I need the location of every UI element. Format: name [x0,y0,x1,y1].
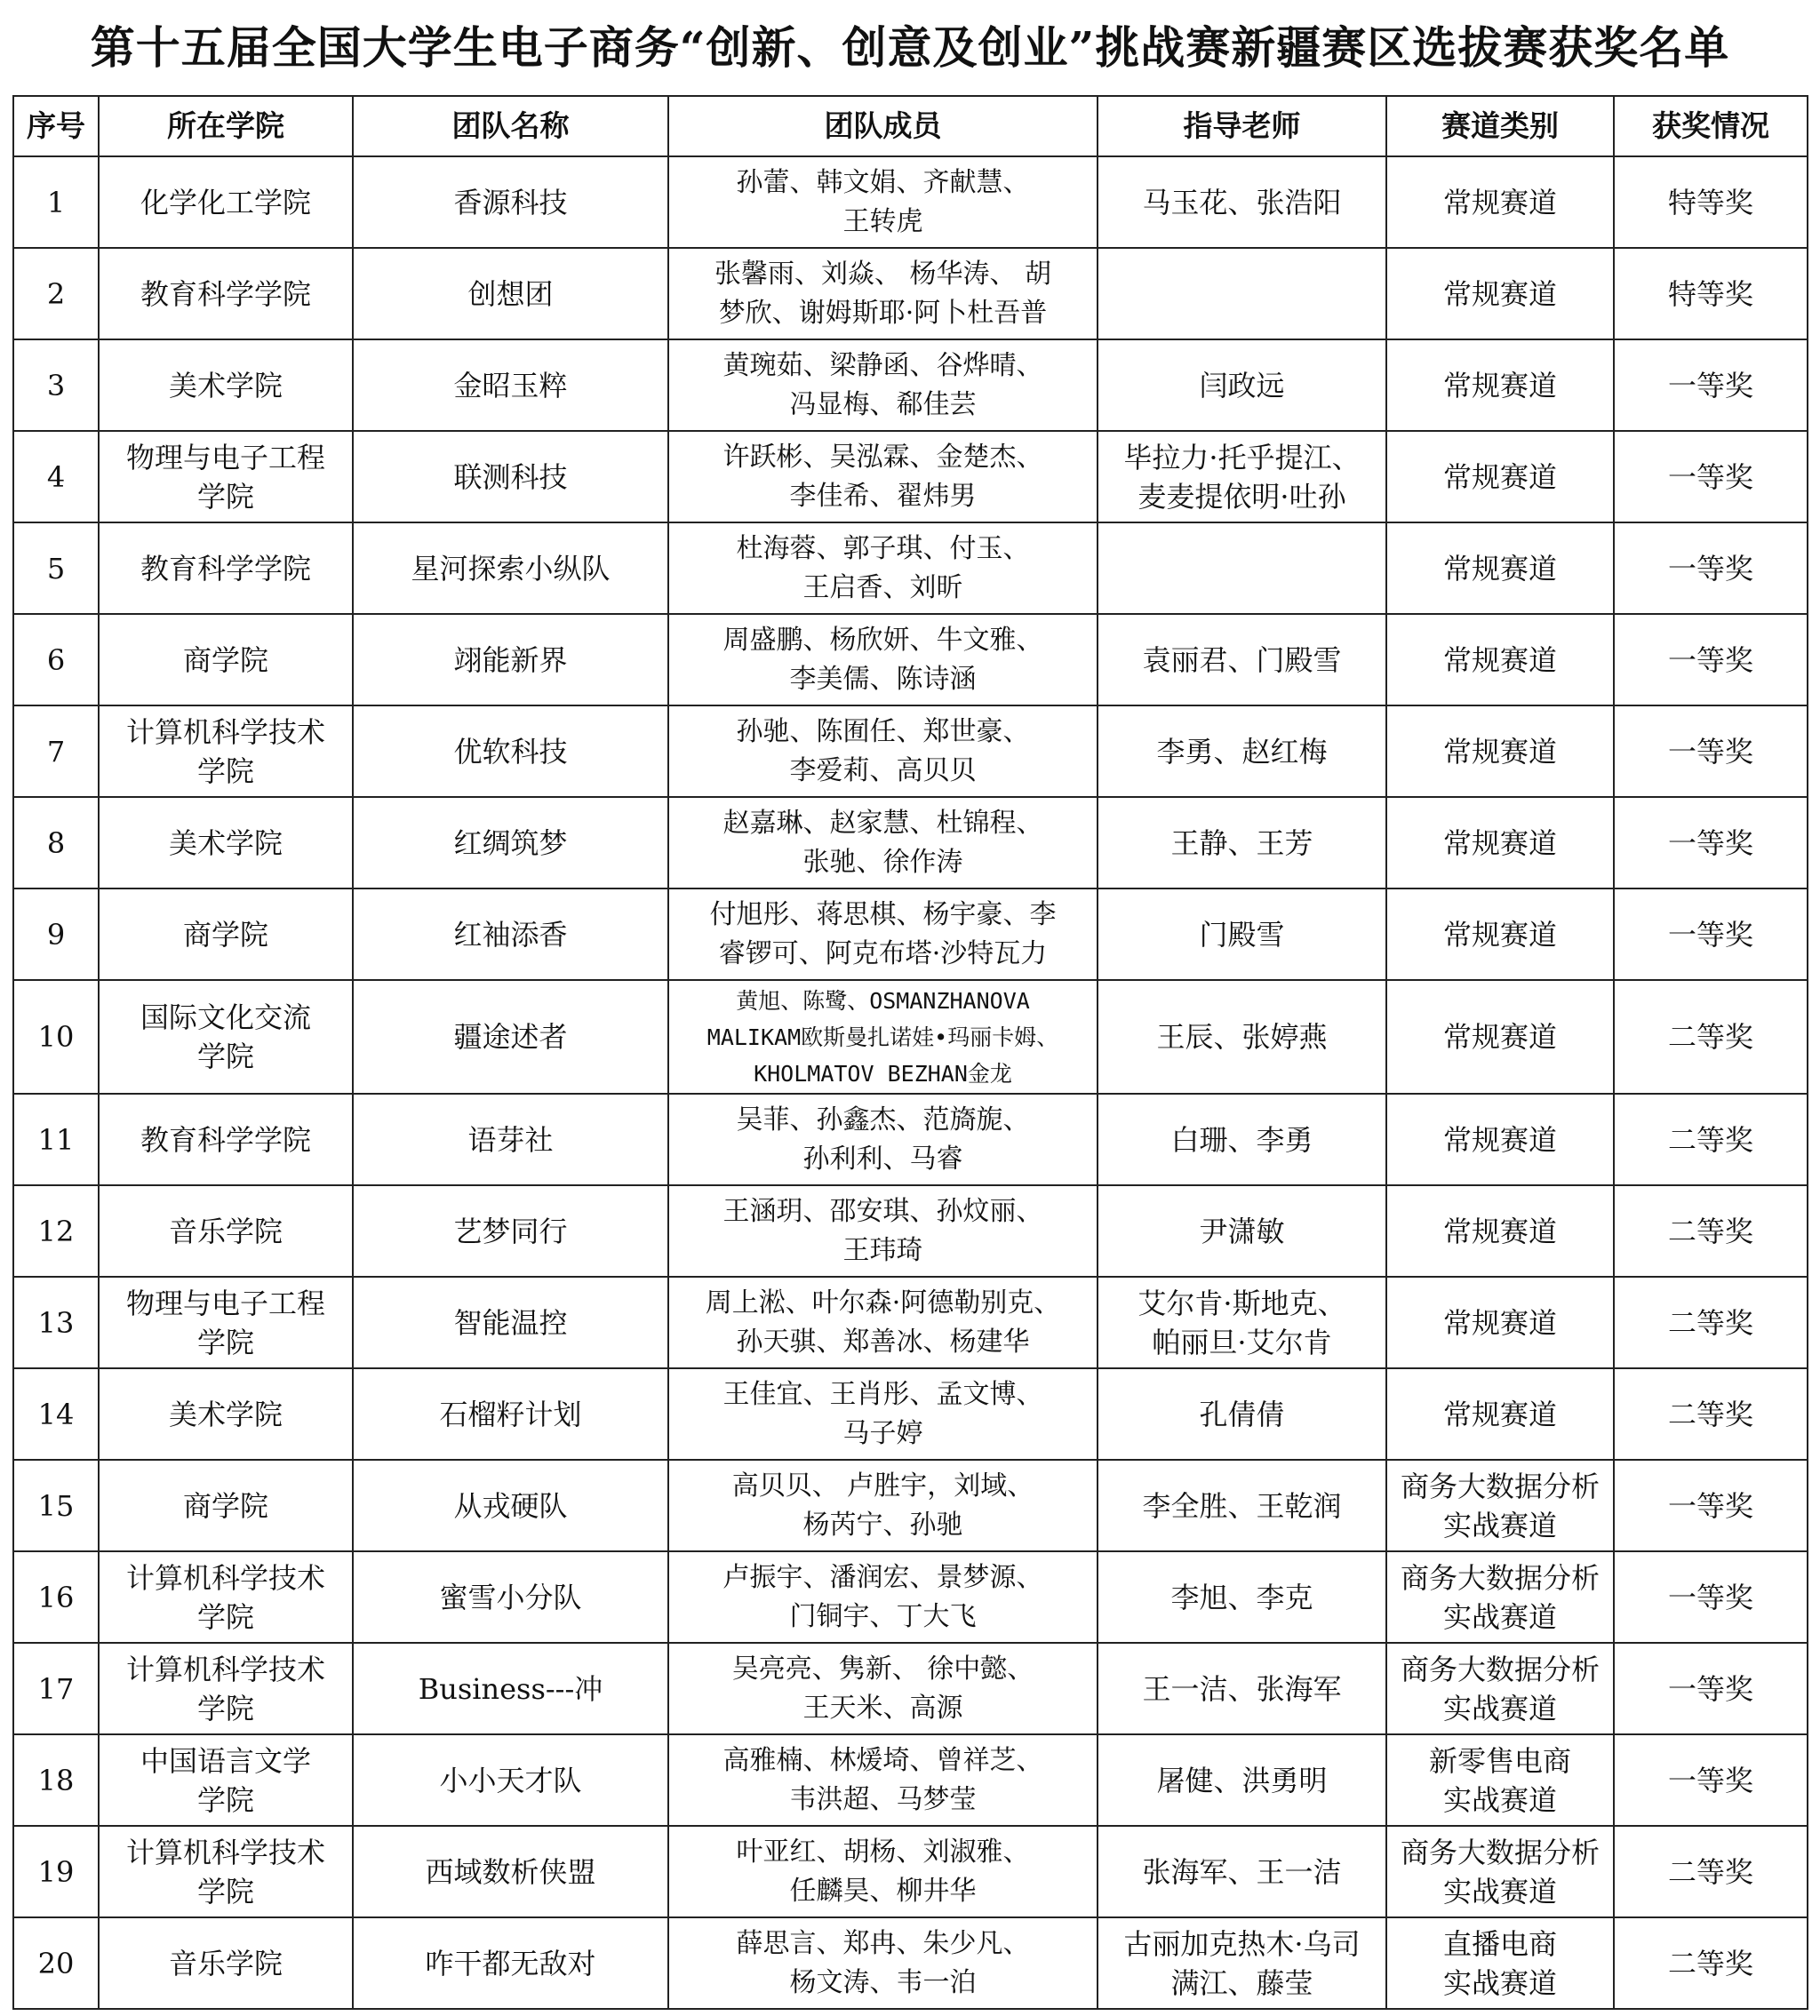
members-line: 李美儒、陈诗涵 [789,663,977,695]
header-row [13,96,1808,156]
college-cell [99,339,353,431]
award-cell: 二等奖 [1614,1917,1808,2009]
seq-cell: 1 [13,156,99,248]
college-cell [99,888,353,980]
teacher-cell [1098,339,1386,431]
teacher-cell [1098,1094,1386,1185]
table-row [13,431,1808,522]
college-cell [99,1734,353,1826]
members-line: 黄琬茹、梁静函、谷烨晴、 [722,349,1043,381]
members-cell [668,1734,1098,1826]
track-cell [1386,248,1614,339]
members-line: 黄旭、陈鹭、OSMANZHANOVA [736,987,1030,1014]
college-cell [99,1460,353,1551]
teacher-line: 毕拉力·托乎提江、 [1123,440,1361,474]
members-line: 孙蕾、韩文娟、齐献慧、 [736,166,1030,198]
members-line: 许跃彬、吴泓霖、金楚杰、 [722,441,1043,473]
award-cell: 二等奖 [1614,1368,1808,1460]
college-cell [99,1368,353,1460]
teacher-line: 王静、王芳 [1170,825,1313,860]
members-line: 付旭彤、蒋思棋、杨宇豪、李 [709,898,1057,930]
track-cell [1386,522,1614,614]
header-award: 获奖情况 [1614,96,1808,156]
teacher-cell [1098,1826,1386,1917]
members-line: 马子婷 [842,1417,923,1449]
members-line: 李爱莉、高贝贝 [789,754,977,786]
track-line: 常规赛道 [1442,276,1557,311]
team-cell: 艺梦同行 [353,1185,668,1277]
track-line: 商务大数据分析 [1400,1652,1600,1686]
award-cell: 一等奖 [1614,1551,1808,1643]
team-cell: 香源科技 [353,156,668,248]
team-cell: 优软科技 [353,705,668,797]
table-row [13,1460,1808,1551]
track-cell [1386,1917,1614,2009]
track-line: 常规赛道 [1442,1214,1557,1248]
college-cell [99,1643,353,1734]
header-seq: 序号 [13,96,99,156]
award-cell: 一等奖 [1614,431,1808,522]
track-line: 实战赛道 [1442,1508,1557,1542]
members-line: MALIKAM欧斯曼扎诺娃•玛丽卡姆、 [706,1024,1059,1050]
track-cell [1386,1185,1614,1277]
header-members: 团队成员 [668,96,1098,156]
table-body [13,156,1808,2009]
college-line: 商学院 [182,642,268,677]
members-cell [668,614,1098,705]
award-cell: 特等奖 [1614,248,1808,339]
track-cell [1386,614,1614,705]
seq-cell: 14 [13,1368,99,1460]
track-cell [1386,1368,1614,1460]
college-cell [99,1551,353,1643]
track-line: 新零售电商 [1428,1743,1571,1778]
members-line: 王转虎 [842,205,923,237]
table-row [13,339,1808,431]
seq-cell: 7 [13,705,99,797]
members-cell [668,1185,1098,1277]
teacher-cell [1098,1551,1386,1643]
award-cell: 特等奖 [1614,156,1808,248]
members-line: 孙驰、陈囿任、郑世豪、 [736,715,1030,747]
team-cell: 语芽社 [353,1094,668,1185]
header-team: 团队名称 [353,96,668,156]
award-cell: 一等奖 [1614,614,1808,705]
college-cell [99,522,353,614]
award-cell: 二等奖 [1614,1185,1808,1277]
college-line: 教育科学学院 [140,551,311,586]
table-row [13,1917,1808,2009]
members-line: 周盛鹏、杨欣妍、牛文雅、 [722,624,1043,656]
team-cell: 疆途述者 [353,980,668,1094]
table-row [13,1368,1808,1460]
table-row [13,1826,1808,1917]
members-line: 冯显梅、郗佳芸 [789,388,977,420]
members-line: 张馨雨、刘焱、 杨华涛、 胡 [714,258,1052,290]
track-line: 商务大数据分析 [1400,1835,1600,1869]
seq-cell: 2 [13,248,99,339]
college-line: 国际文化交流 [140,1000,311,1034]
seq-cell: 11 [13,1094,99,1185]
college-line: 教育科学学院 [140,1122,311,1157]
team-cell: 创想团 [353,248,668,339]
seq-cell: 6 [13,614,99,705]
college-line: 音乐学院 [168,1946,283,1980]
college-cell [99,248,353,339]
members-line: 杜海蓉、郭子琪、付玉、 [736,532,1030,564]
members-cell [668,1917,1098,2009]
seq-cell: 10 [13,980,99,1094]
college-cell [99,980,353,1094]
teacher-line: 袁丽君、门殿雪 [1142,642,1342,677]
college-line: 中国语言文学 [140,1743,311,1778]
teacher-line: 李旭、李克 [1170,1580,1313,1614]
table-row [13,248,1808,339]
track-line: 常规赛道 [1442,551,1557,586]
college-line: 学院 [196,479,254,514]
members-line: 吴亮亮、隽新、 徐中懿、 [731,1653,1034,1685]
track-line: 实战赛道 [1442,1965,1557,2000]
seq-cell: 9 [13,888,99,980]
teacher-line: 张海军、王一洁 [1142,1854,1342,1889]
members-line: 高雅楠、林煖埼、曾祥芝、 [722,1744,1043,1776]
seq-cell: 18 [13,1734,99,1826]
teacher-line: 孔倩倩 [1199,1397,1285,1431]
seq-cell: 13 [13,1277,99,1368]
team-cell: 星河探索小纵队 [353,522,668,614]
teacher-line: 麦麦提依明·吐孙 [1138,479,1346,514]
track-cell [1386,431,1614,522]
teacher-line: 满江、藤莹 [1170,1965,1313,2000]
members-line: 王玮琦 [842,1234,923,1266]
award-cell: 二等奖 [1614,1094,1808,1185]
teacher-cell [1098,705,1386,797]
members-cell [668,431,1098,522]
members-line: 杨芮宁、孙驰 [802,1509,963,1541]
seq-cell: 17 [13,1643,99,1734]
college-cell [99,431,353,522]
table-row [13,1734,1808,1826]
members-line: 李佳希、翟炜男 [789,480,977,512]
college-line: 美术学院 [168,368,283,402]
teacher-line: 门殿雪 [1199,917,1285,952]
members-line: 睿锣可、阿克布塔·沙特瓦力 [718,937,1048,969]
track-line: 常规赛道 [1442,459,1557,494]
teacher-cell [1098,1643,1386,1734]
track-line: 常规赛道 [1442,1020,1557,1054]
teacher-cell [1098,1917,1386,2009]
header-teacher: 指导老师 [1098,96,1386,156]
members-cell [668,1368,1098,1460]
track-cell [1386,1277,1614,1368]
team-cell: 翊能新界 [353,614,668,705]
table-row [13,797,1808,888]
members-line: KHOLMATOV BEZHAN金龙 [754,1060,1012,1087]
members-cell [668,1826,1098,1917]
track-line: 常规赛道 [1442,185,1557,219]
table-row [13,1094,1808,1185]
college-cell [99,1826,353,1917]
award-cell: 一等奖 [1614,1734,1808,1826]
teacher-cell [1098,1460,1386,1551]
track-cell [1386,797,1614,888]
members-line: 赵嘉琳、赵家慧、杜锦程、 [722,807,1043,839]
teacher-cell [1098,888,1386,980]
members-line: 王佳宜、王肖彤、孟文博、 [722,1378,1043,1410]
seq-cell: 4 [13,431,99,522]
track-cell [1386,888,1614,980]
members-cell [668,1551,1098,1643]
track-cell [1386,156,1614,248]
teacher-cell [1098,797,1386,888]
teacher-cell [1098,1185,1386,1277]
team-cell: 从戎硬队 [353,1460,668,1551]
members-line: 王启香、刘昕 [802,571,963,603]
members-line: 门铜宇、丁大飞 [789,1600,977,1632]
table-row [13,522,1808,614]
team-cell: 石榴籽计划 [353,1368,668,1460]
members-line: 吴菲、孙鑫杰、范旖旎、 [736,1104,1030,1135]
table-row [13,888,1808,980]
college-line: 计算机科学技术 [125,714,325,749]
track-cell [1386,1551,1614,1643]
teacher-line: 艾尔肯·斯地克、 [1138,1286,1346,1320]
members-cell [668,1094,1098,1185]
teacher-line: 王一洁、张海军 [1142,1671,1342,1706]
teacher-line: 闫政远 [1199,368,1285,402]
college-cell [99,1917,353,2009]
team-cell: 联测科技 [353,431,668,522]
college-line: 学院 [196,753,254,788]
page-title: 第十五届全国大学生电子商务“创新、创意及创业”挑战赛新疆赛区选拔赛获奖名单 [90,21,1730,74]
members-cell [668,980,1098,1094]
college-cell [99,797,353,888]
college-cell [99,1277,353,1368]
members-line: 任麟昊、柳井华 [789,1875,977,1907]
college-line: 物理与电子工程 [125,1286,325,1320]
members-cell [668,522,1098,614]
members-cell [668,1277,1098,1368]
college-line: 学院 [196,1691,254,1725]
seq-cell: 15 [13,1460,99,1551]
award-cell: 二等奖 [1614,1826,1808,1917]
seq-cell: 12 [13,1185,99,1277]
seq-cell: 3 [13,339,99,431]
track-cell [1386,705,1614,797]
track-cell [1386,1734,1614,1826]
members-line: 卢振宇、潘润宏、景梦源、 [722,1561,1043,1593]
seq-cell: 20 [13,1917,99,2009]
members-cell [668,1643,1098,1734]
members-line: 叶亚红、胡杨、刘淑雅、 [736,1836,1030,1868]
members-line: 薛思言、郑冉、朱少凡、 [736,1927,1030,1959]
track-line: 常规赛道 [1442,1397,1557,1431]
track-line: 实战赛道 [1442,1691,1557,1725]
track-line: 常规赛道 [1442,1122,1557,1157]
team-cell: 红绸筑梦 [353,797,668,888]
teacher-cell [1098,156,1386,248]
members-line: 梦欣、谢姆斯耶·阿卜杜吾普 [718,297,1048,329]
college-line: 学院 [196,1599,254,1634]
members-line: 韦洪超、马梦莹 [789,1783,977,1815]
college-cell [99,705,353,797]
members-line: 张驰、徐作涛 [802,846,963,878]
team-cell: 红袖添香 [353,888,668,980]
members-cell [668,339,1098,431]
team-cell: 智能温控 [353,1277,668,1368]
track-cell [1386,1094,1614,1185]
teacher-line: 尹潇敏 [1199,1214,1285,1248]
college-line: 学院 [196,1040,254,1073]
seq-cell: 16 [13,1551,99,1643]
award-cell: 一等奖 [1614,797,1808,888]
members-cell [668,1460,1098,1551]
track-line: 商务大数据分析 [1400,1469,1600,1503]
college-cell [99,156,353,248]
college-line: 计算机科学技术 [125,1560,325,1595]
track-line: 常规赛道 [1442,734,1557,769]
college-line: 音乐学院 [168,1214,283,1248]
seq-cell: 8 [13,797,99,888]
college-line: 教育科学学院 [140,276,311,311]
track-line: 常规赛道 [1442,825,1557,860]
college-line: 物理与电子工程 [125,440,325,474]
award-cell: 一等奖 [1614,1460,1808,1551]
teacher-cell [1098,1277,1386,1368]
college-line: 商学院 [182,917,268,952]
table-row [13,1277,1808,1368]
teacher-cell [1098,1368,1386,1460]
table-row [13,614,1808,705]
college-cell [99,1094,353,1185]
teacher-cell [1098,431,1386,522]
track-line: 实战赛道 [1442,1599,1557,1634]
members-line: 杨文涛、韦一泊 [789,1966,977,1998]
track-cell [1386,339,1614,431]
table-row [13,980,1808,1094]
team-cell: 小小天才队 [353,1734,668,1826]
track-cell [1386,980,1614,1094]
college-cell [99,614,353,705]
award-cell: 一等奖 [1614,888,1808,980]
track-line: 常规赛道 [1442,1305,1557,1340]
header-college: 所在学院 [99,96,353,156]
award-cell: 一等奖 [1614,1643,1808,1734]
members-cell [668,888,1098,980]
award-cell: 二等奖 [1614,980,1808,1094]
college-line: 化学化工学院 [140,185,311,219]
seq-cell: 5 [13,522,99,614]
college-line: 学院 [196,1874,254,1908]
track-line: 直播电商 [1442,1926,1557,1961]
teacher-cell [1098,1734,1386,1826]
track-line: 常规赛道 [1442,917,1557,952]
teacher-line: 帕丽旦·艾尔肯 [1152,1325,1332,1359]
teacher-cell [1098,614,1386,705]
track-line: 商务大数据分析 [1400,1560,1600,1595]
table-row [13,705,1808,797]
team-cell: 咋干都无敌对 [353,1917,668,2009]
table-row [13,156,1808,248]
award-cell: 二等奖 [1614,1277,1808,1368]
members-cell [668,156,1098,248]
members-cell [668,705,1098,797]
seq-cell: 19 [13,1826,99,1917]
awards-table [12,95,1808,2010]
college-line: 美术学院 [168,825,283,860]
header-track: 赛道类别 [1386,96,1614,156]
teacher-line: 白珊、李勇 [1170,1122,1313,1157]
members-line: 孙利利、马睿 [802,1143,963,1175]
award-cell: 一等奖 [1614,522,1808,614]
teacher-cell [1098,980,1386,1094]
members-line: 王天米、高源 [802,1692,963,1724]
college-line: 美术学院 [168,1397,283,1431]
team-cell: 蜜雪小分队 [353,1551,668,1643]
table-row [13,1185,1808,1277]
teacher-line: 屠健、洪勇明 [1156,1763,1328,1797]
track-line: 常规赛道 [1442,368,1557,402]
college-line: 计算机科学技术 [125,1652,325,1686]
team-cell: 西域数析侠盟 [353,1826,668,1917]
track-cell [1386,1643,1614,1734]
college-cell [99,1185,353,1277]
members-line: 孙天骐、郑善冰、杨建华 [736,1326,1030,1358]
table-row [13,1551,1808,1643]
track-line: 常规赛道 [1442,642,1557,677]
teacher-cell [1098,522,1386,614]
team-cell: Business---冲 [353,1643,668,1734]
teacher-line: 马玉花、张浩阳 [1142,185,1342,219]
college-line: 学院 [196,1782,254,1817]
members-cell [668,248,1098,339]
table-row [13,1643,1808,1734]
members-cell [668,797,1098,888]
college-line: 计算机科学技术 [125,1835,325,1869]
members-line: 周上淞、叶尔森·阿德勒别克、 [705,1287,1061,1319]
teacher-line: 李勇、赵红梅 [1156,734,1328,769]
college-line: 学院 [196,1325,254,1359]
members-line: 王涵玥、邵安琪、孙炆丽、 [722,1195,1043,1227]
track-line: 实战赛道 [1442,1782,1557,1817]
teacher-line: 古丽加克热木·乌司 [1123,1926,1361,1961]
track-line: 实战赛道 [1442,1874,1557,1908]
teacher-cell [1098,248,1386,339]
award-cell: 一等奖 [1614,339,1808,431]
track-cell [1386,1826,1614,1917]
members-line: 高贝贝、 卢胜宇，刘域、 [731,1470,1034,1502]
teacher-line: 李全胜、王乾润 [1142,1488,1342,1523]
teacher-line: 王辰、张婷燕 [1156,1020,1328,1054]
college-line: 商学院 [182,1488,268,1523]
track-cell [1386,1460,1614,1551]
award-cell: 一等奖 [1614,705,1808,797]
team-cell: 金昭玉粹 [353,339,668,431]
